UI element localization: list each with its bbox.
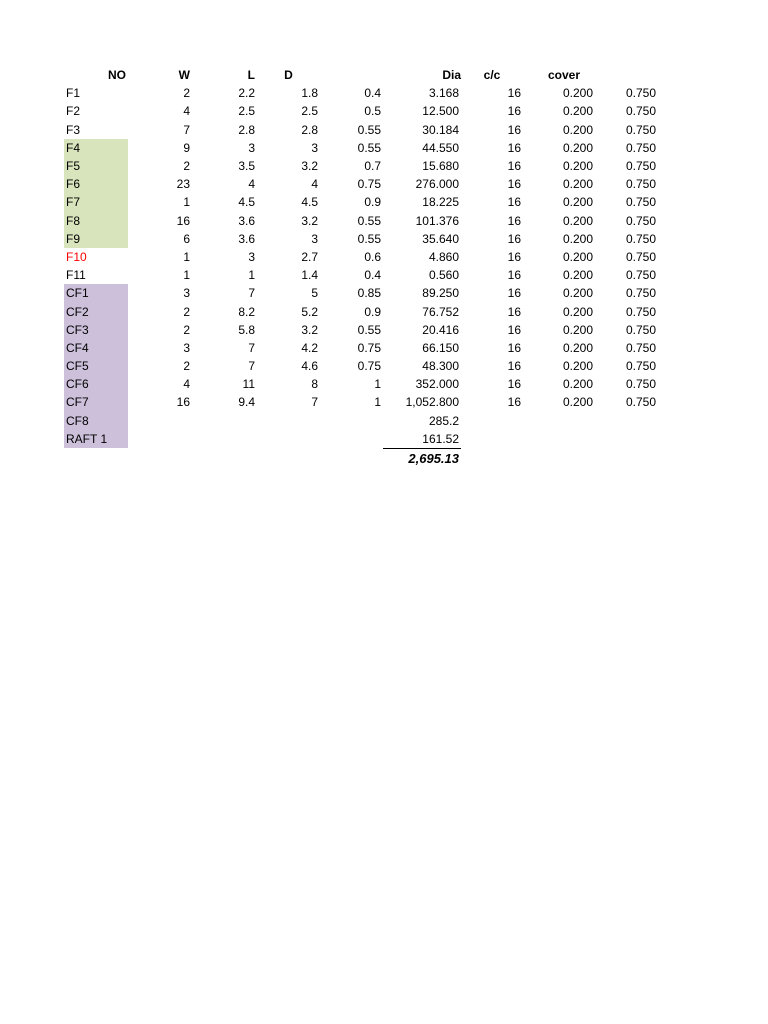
- row-label-cell[interactable]: F5: [64, 157, 128, 175]
- row-label-cell[interactable]: F11: [66, 268, 86, 283]
- cell[interactable]: 0.55: [357, 122, 381, 137]
- cell[interactable]: 0.200: [562, 231, 593, 246]
- table-row: [64, 175, 721, 193]
- cell[interactable]: 0.5: [364, 104, 381, 119]
- cell[interactable]: 1: [183, 268, 190, 283]
- header-cell[interactable]: [320, 66, 383, 84]
- cell[interactable]: [658, 230, 721, 248]
- cell[interactable]: 7: [248, 286, 255, 301]
- cell[interactable]: [461, 412, 523, 430]
- cell[interactable]: 0.750: [625, 286, 656, 301]
- cell[interactable]: 7: [248, 359, 255, 374]
- cell[interactable]: 0.560: [428, 268, 459, 283]
- header-cell[interactable]: W: [178, 68, 190, 83]
- cell[interactable]: 1: [374, 395, 381, 410]
- table-row: [64, 121, 721, 139]
- cell[interactable]: 1,052.800: [405, 395, 459, 410]
- cell[interactable]: [658, 248, 721, 266]
- cell[interactable]: [658, 121, 721, 139]
- cell[interactable]: 16: [507, 213, 521, 228]
- cell[interactable]: 0.750: [625, 86, 656, 101]
- row-label-cell[interactable]: CF1: [64, 284, 128, 302]
- cell[interactable]: 2: [183, 159, 190, 174]
- cell[interactable]: 0.750: [625, 249, 656, 264]
- cell[interactable]: [257, 448, 320, 469]
- row-label-cell[interactable]: F2: [66, 104, 81, 119]
- cell[interactable]: 3.2: [301, 213, 318, 228]
- cell[interactable]: 4.860: [428, 249, 459, 264]
- row-label-cell[interactable]: CF4: [64, 339, 128, 357]
- cell[interactable]: 12.500: [422, 104, 459, 119]
- table-row: [64, 393, 721, 411]
- cell[interactable]: [320, 412, 383, 430]
- cell[interactable]: 161.52: [422, 431, 459, 446]
- cell[interactable]: [595, 412, 658, 430]
- row-label-cell[interactable]: F8: [64, 212, 128, 230]
- cell[interactable]: 5.2: [301, 304, 318, 319]
- cell[interactable]: 6: [183, 231, 190, 246]
- cell[interactable]: 16: [507, 104, 521, 119]
- cell[interactable]: 2.8: [301, 122, 318, 137]
- cell[interactable]: 0.750: [625, 104, 656, 119]
- cell[interactable]: 1: [248, 268, 255, 283]
- cell[interactable]: 8.2: [238, 304, 255, 319]
- cell[interactable]: [523, 412, 595, 430]
- cell[interactable]: 0.750: [625, 195, 656, 210]
- cell[interactable]: 0.750: [625, 395, 656, 410]
- cell[interactable]: 0.200: [562, 359, 593, 374]
- cell[interactable]: 0.750: [625, 140, 656, 155]
- cell[interactable]: 0.85: [357, 286, 381, 301]
- row-label-cell[interactable]: CF6: [64, 375, 128, 393]
- table-row: [64, 266, 721, 284]
- row-label-cell[interactable]: CF2: [64, 302, 128, 320]
- table-row: [64, 302, 721, 320]
- cell[interactable]: 7: [311, 395, 318, 410]
- cell[interactable]: 0.75: [357, 177, 381, 192]
- cell[interactable]: 3: [248, 140, 255, 155]
- cell[interactable]: 16: [507, 122, 521, 137]
- cell[interactable]: 16: [507, 86, 521, 101]
- cell[interactable]: 16: [507, 322, 521, 337]
- cell[interactable]: [128, 412, 192, 430]
- table-row: [64, 412, 721, 430]
- cell[interactable]: 4.5: [301, 195, 318, 210]
- cell[interactable]: 2.8: [238, 122, 255, 137]
- cell[interactable]: 276.000: [415, 177, 459, 192]
- cell[interactable]: 0.55: [357, 231, 381, 246]
- cell[interactable]: 16: [507, 304, 521, 319]
- cell[interactable]: 35.640: [422, 231, 459, 246]
- row-label-cell[interactable]: F7: [64, 193, 128, 211]
- cell[interactable]: 0.750: [625, 268, 656, 283]
- cell[interactable]: [257, 412, 320, 430]
- cell[interactable]: 16: [507, 249, 521, 264]
- cell[interactable]: [658, 193, 721, 211]
- cell[interactable]: 2.7: [301, 249, 318, 264]
- cell[interactable]: [595, 430, 658, 449]
- cell[interactable]: 16: [507, 159, 521, 174]
- cell[interactable]: 0.200: [562, 340, 593, 355]
- table-row: [64, 430, 721, 449]
- cell[interactable]: [595, 448, 658, 469]
- table-row: [64, 230, 721, 248]
- row-label-cell[interactable]: RAFT 1: [64, 430, 128, 449]
- cell[interactable]: 5.8: [238, 322, 255, 337]
- cell[interactable]: 15.680: [422, 159, 459, 174]
- table-row: [64, 284, 721, 302]
- cell[interactable]: 285.2: [428, 413, 459, 428]
- cell[interactable]: 16: [176, 213, 190, 228]
- cell[interactable]: 0.200: [562, 377, 593, 392]
- row-label-cell[interactable]: F4: [64, 139, 128, 157]
- cell[interactable]: 0.200: [562, 213, 593, 228]
- cell[interactable]: [461, 448, 523, 469]
- cell[interactable]: 1: [183, 249, 190, 264]
- cell[interactable]: 23: [176, 177, 190, 192]
- cell[interactable]: 11: [242, 377, 255, 392]
- cell[interactable]: 16: [507, 359, 521, 374]
- cell[interactable]: 0.750: [625, 159, 656, 174]
- cell[interactable]: 3: [311, 140, 318, 155]
- table-row: [64, 193, 721, 211]
- cell[interactable]: [658, 393, 721, 411]
- header-cell[interactable]: [595, 66, 658, 84]
- cell[interactable]: 2: [183, 86, 190, 101]
- table-row: [64, 375, 721, 393]
- row-label-cell[interactable]: F6: [64, 175, 128, 193]
- header-row: [64, 66, 721, 84]
- cell[interactable]: [320, 430, 383, 449]
- cell[interactable]: [128, 430, 192, 449]
- cell[interactable]: [658, 375, 721, 393]
- cell[interactable]: 76.752: [422, 304, 459, 319]
- cell[interactable]: 0.200: [562, 104, 593, 119]
- cell[interactable]: [658, 102, 721, 120]
- cell[interactable]: 9: [183, 140, 190, 155]
- header-cell[interactable]: L: [247, 68, 255, 83]
- cell[interactable]: 16: [507, 377, 521, 392]
- cell[interactable]: 0.200: [562, 322, 593, 337]
- cell[interactable]: 0.750: [625, 377, 656, 392]
- cell[interactable]: [523, 430, 595, 449]
- cell[interactable]: 16: [507, 195, 521, 210]
- cell[interactable]: 0.750: [625, 322, 656, 337]
- cell[interactable]: 0.750: [625, 359, 656, 374]
- row-label-cell[interactable]: CF8: [64, 412, 128, 430]
- cell[interactable]: [658, 157, 721, 175]
- cell[interactable]: 9.4: [238, 395, 255, 410]
- cell[interactable]: 3.6: [238, 213, 255, 228]
- cell[interactable]: 4.6: [301, 359, 318, 374]
- cell[interactable]: 3.6: [238, 231, 255, 246]
- cell[interactable]: 16: [507, 140, 521, 155]
- row-label-cell[interactable]: F9: [64, 230, 128, 248]
- cell[interactable]: 0.200: [562, 304, 593, 319]
- cell[interactable]: 0.75: [357, 340, 381, 355]
- cell[interactable]: 0.200: [562, 249, 593, 264]
- cell[interactable]: 2.5: [238, 104, 255, 119]
- cell[interactable]: 0.750: [625, 177, 656, 192]
- row-label-cell[interactable]: CF7: [64, 393, 128, 411]
- cell[interactable]: 3.2: [301, 159, 318, 174]
- cell[interactable]: [658, 302, 721, 320]
- table-row: [64, 212, 721, 230]
- cell[interactable]: 1.4: [301, 268, 318, 283]
- cell[interactable]: 0.55: [357, 213, 381, 228]
- cell[interactable]: 0.750: [625, 304, 656, 319]
- cell[interactable]: [658, 412, 721, 430]
- cell[interactable]: 2.5: [301, 104, 318, 119]
- cell[interactable]: 66.150: [422, 340, 459, 355]
- cell[interactable]: [192, 430, 257, 449]
- cell[interactable]: 3.5: [238, 159, 255, 174]
- cell[interactable]: 4: [183, 104, 190, 119]
- cell[interactable]: 101.376: [415, 213, 459, 228]
- cell[interactable]: [257, 430, 320, 449]
- footing-schedule-table: [64, 66, 721, 469]
- cell[interactable]: 0.55: [357, 140, 381, 155]
- cell[interactable]: 0.750: [625, 340, 656, 355]
- cell[interactable]: 0.200: [562, 177, 593, 192]
- cell[interactable]: 16: [507, 231, 521, 246]
- cell[interactable]: [128, 448, 192, 469]
- cell[interactable]: 0.4: [364, 86, 381, 101]
- cell[interactable]: 0.200: [562, 195, 593, 210]
- cell[interactable]: 3.168: [428, 86, 459, 101]
- cell[interactable]: 0.750: [625, 213, 656, 228]
- row-label-cell[interactable]: F10: [66, 249, 87, 264]
- cell[interactable]: 0.200: [562, 159, 593, 174]
- cell[interactable]: 8: [311, 377, 318, 392]
- cell[interactable]: 0.9: [364, 304, 381, 319]
- cell[interactable]: 1.8: [301, 86, 318, 101]
- cell[interactable]: 3.2: [301, 322, 318, 337]
- cell[interactable]: [523, 448, 595, 469]
- cell[interactable]: 352.000: [415, 377, 459, 392]
- total-row: [64, 448, 721, 469]
- header-cell[interactable]: Dia: [442, 68, 461, 83]
- spreadsheet: [64, 66, 721, 469]
- header-cell[interactable]: D: [284, 68, 293, 83]
- cell[interactable]: 20.416: [422, 322, 459, 337]
- table-row: [64, 157, 721, 175]
- cell[interactable]: 4: [183, 377, 190, 392]
- table-row: [64, 321, 721, 339]
- cell[interactable]: 0.75: [357, 359, 381, 374]
- cell[interactable]: 0.200: [562, 122, 593, 137]
- cell[interactable]: 2: [183, 304, 190, 319]
- cell[interactable]: 4.5: [238, 195, 255, 210]
- cell[interactable]: 0.750: [625, 122, 656, 137]
- cell[interactable]: 1: [183, 195, 190, 210]
- cell[interactable]: [64, 448, 128, 469]
- cell[interactable]: 3: [183, 286, 190, 301]
- table-row: [64, 139, 721, 157]
- cell[interactable]: [658, 266, 721, 284]
- cell[interactable]: 48.300: [422, 359, 459, 374]
- cell[interactable]: 3: [183, 340, 190, 355]
- cell[interactable]: 4: [311, 177, 318, 192]
- cell[interactable]: 16: [507, 268, 521, 283]
- cell[interactable]: 0.200: [562, 268, 593, 283]
- cell[interactable]: [658, 321, 721, 339]
- cell[interactable]: 3: [311, 231, 318, 246]
- cell[interactable]: 16: [507, 395, 521, 410]
- cell[interactable]: 44.550: [422, 140, 459, 155]
- table-row: [64, 248, 721, 266]
- cell[interactable]: 16: [507, 177, 521, 192]
- cell[interactable]: 0.6: [364, 249, 381, 264]
- cell[interactable]: [658, 212, 721, 230]
- cell[interactable]: 7: [183, 122, 190, 137]
- row-label-cell[interactable]: F1: [66, 86, 81, 101]
- row-label-cell[interactable]: CF5: [64, 357, 128, 375]
- cell[interactable]: 16: [507, 286, 521, 301]
- cell[interactable]: [658, 175, 721, 193]
- cell[interactable]: [658, 339, 721, 357]
- row-label-cell[interactable]: CF3: [64, 321, 128, 339]
- cell[interactable]: 16: [176, 395, 190, 410]
- cell[interactable]: [192, 448, 257, 469]
- cell[interactable]: [658, 84, 721, 102]
- header-cell[interactable]: cover: [547, 68, 581, 83]
- cell[interactable]: 16: [507, 340, 521, 355]
- cell[interactable]: 7: [248, 340, 255, 355]
- cell[interactable]: [658, 357, 721, 375]
- cell[interactable]: [320, 448, 383, 469]
- cell[interactable]: 0.9: [364, 195, 381, 210]
- cell[interactable]: 18.225: [422, 195, 459, 210]
- cell[interactable]: 1: [374, 377, 381, 392]
- cell[interactable]: [658, 430, 721, 449]
- cell[interactable]: 2: [183, 322, 190, 337]
- cell[interactable]: 3: [248, 249, 255, 264]
- table-row: [64, 102, 721, 120]
- total-cell[interactable]: 2,695.13: [383, 448, 461, 469]
- cell[interactable]: 89.250: [422, 286, 459, 301]
- cell[interactable]: [658, 284, 721, 302]
- cell[interactable]: [192, 412, 257, 430]
- cell[interactable]: [658, 139, 721, 157]
- cell[interactable]: 0.750: [625, 231, 656, 246]
- table-row: [64, 84, 721, 102]
- cell[interactable]: 0.4: [364, 268, 381, 283]
- cell[interactable]: 0.200: [562, 395, 593, 410]
- cell[interactable]: 2: [183, 359, 190, 374]
- cell[interactable]: 0.7: [364, 159, 381, 174]
- cell[interactable]: 0.55: [357, 322, 381, 337]
- cell[interactable]: [461, 430, 523, 449]
- cell[interactable]: 0.200: [562, 286, 593, 301]
- cell[interactable]: 2.2: [238, 86, 255, 101]
- table-row: [64, 339, 721, 357]
- cell[interactable]: 30.184: [422, 122, 459, 137]
- row-label-cell[interactable]: F3: [66, 122, 81, 137]
- header-cell[interactable]: c/c: [483, 68, 501, 83]
- cell[interactable]: 0.200: [562, 86, 593, 101]
- cell[interactable]: 5: [311, 286, 318, 301]
- cell[interactable]: 4: [248, 177, 255, 192]
- table-row: [64, 357, 721, 375]
- header-cell[interactable]: NO: [108, 68, 126, 83]
- cell[interactable]: 0.200: [562, 140, 593, 155]
- cell[interactable]: 4.2: [301, 340, 318, 355]
